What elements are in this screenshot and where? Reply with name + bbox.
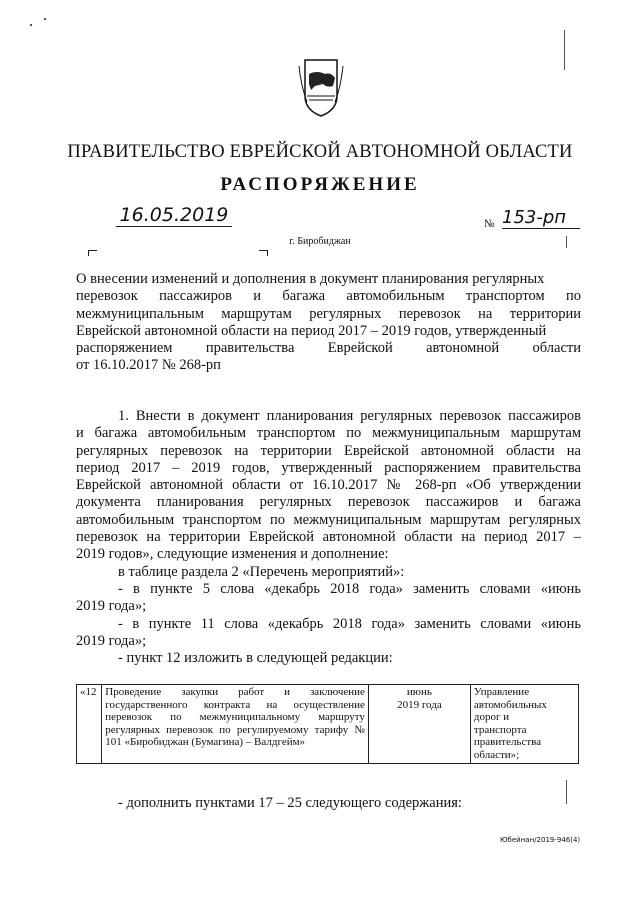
responsible-line: Управление (473, 686, 530, 698)
deadline-line: июнь (406, 686, 432, 698)
document-body (76, 408, 581, 667)
subject-line: О внесении изменений и дополнения в документ планирования регулярных (76, 271, 545, 287)
row-responsible (470, 685, 578, 764)
body-line: период 2017 – 2019 годов, утвержденный распоряжением правительства (76, 459, 581, 476)
body-line: автомобильным транспортом по межмуниципальным маршрутам регулярных (76, 511, 581, 528)
right-corner-mark (259, 250, 268, 256)
coat-of-arms-emblem (297, 56, 345, 118)
left-corner-mark (88, 250, 97, 256)
responsible-line: транспорта (473, 723, 527, 736)
body-line: регулярных перевозок на территории Еврейской автономной области на (76, 442, 581, 459)
scan-mark (30, 24, 32, 26)
government-title: ПРАВИТЕЛЬСТВО ЕВРЕЙСКОЙ АВТОНОМНОЙ ОБЛАСТИ (67, 142, 573, 162)
subject-line: межмуниципальным маршрутам регулярных перевозок на территории (76, 305, 581, 322)
item11-line: - в пункте 11 слова «декабрь 2018 года» заменить словами «июнь (118, 615, 581, 632)
number-sign: № (484, 218, 495, 230)
subject-line: от 16.10.2017 № 268-рп (76, 357, 221, 374)
document-type: РАСПОРЯЖЕНИЕ (220, 174, 420, 195)
responsible-line: правительства (473, 736, 542, 749)
item12-line: - пункт 12 изложить в следующей редакции: (118, 650, 393, 667)
body-line: перевозок на территории Еврейской автономной области на период 2017 – (76, 529, 581, 546)
row-number: «12 (77, 685, 102, 764)
body-line: 2019 годов», следующие изменения и дополнение: (76, 546, 389, 563)
item5-line: - в пункте 5 слова «декабрь 2018 года» заменить словами «июнь (118, 580, 581, 597)
scan-mark (44, 18, 46, 20)
document-subject (76, 271, 581, 375)
subject-line: перевозок пассажиров и багажа автомобильным транспортом по (76, 288, 581, 305)
table-row (77, 685, 579, 764)
scan-mark (566, 236, 567, 248)
body-line: Еврейской автономной области от 16.10.2017 № 268-рп «Об утверждении (76, 477, 581, 494)
document-date: 16.05.2019 (116, 204, 232, 227)
scan-mark (566, 780, 567, 804)
measures-table (76, 684, 579, 764)
responsible-line: области»; (473, 748, 520, 761)
body-line: 1. Внести в документ планирования регулярных перевозок пассажиров (118, 408, 581, 424)
subject-line: распоряжением правительства Еврейской автономной области (76, 340, 581, 357)
item5-line: 2019 года»; (76, 598, 147, 615)
row-description: Проведение закупки работ и заключение государственного контракта на осуществление перевозок по межмуниципальному маршруту регулярных перевозок по регулируемому тарифу № 101 «Биробиджан (Бумагина) – Валдгейм» (102, 685, 369, 764)
city-label: г. Биробиджан (289, 236, 351, 247)
subject-line: Еврейской автономной области на период 2017 – 2019 годов, утвержденный (76, 322, 547, 339)
table-intro: в таблице раздела 2 «Перечень мероприятий»: (118, 563, 405, 580)
item11-line: 2019 года»; (76, 632, 147, 649)
document-number: 153-рп (502, 208, 580, 229)
responsible-line: дорог и (473, 711, 510, 724)
footer-stamp: Юбейнан/2019-946(4) (500, 836, 581, 844)
tail-line: - дополнить пунктами 17 – 25 следующего содержания: (118, 795, 462, 811)
row-deadline (368, 685, 470, 764)
body-line: документа планирования регулярных перевозок пассажиров и багажа (76, 494, 581, 511)
scan-mark (564, 30, 565, 70)
responsible-line: автомобильных (473, 698, 547, 711)
deadline-line: 2019 года (397, 698, 442, 711)
body-line: и багажа автомобильным транспортом по межмуниципальным маршрутам (76, 425, 581, 442)
